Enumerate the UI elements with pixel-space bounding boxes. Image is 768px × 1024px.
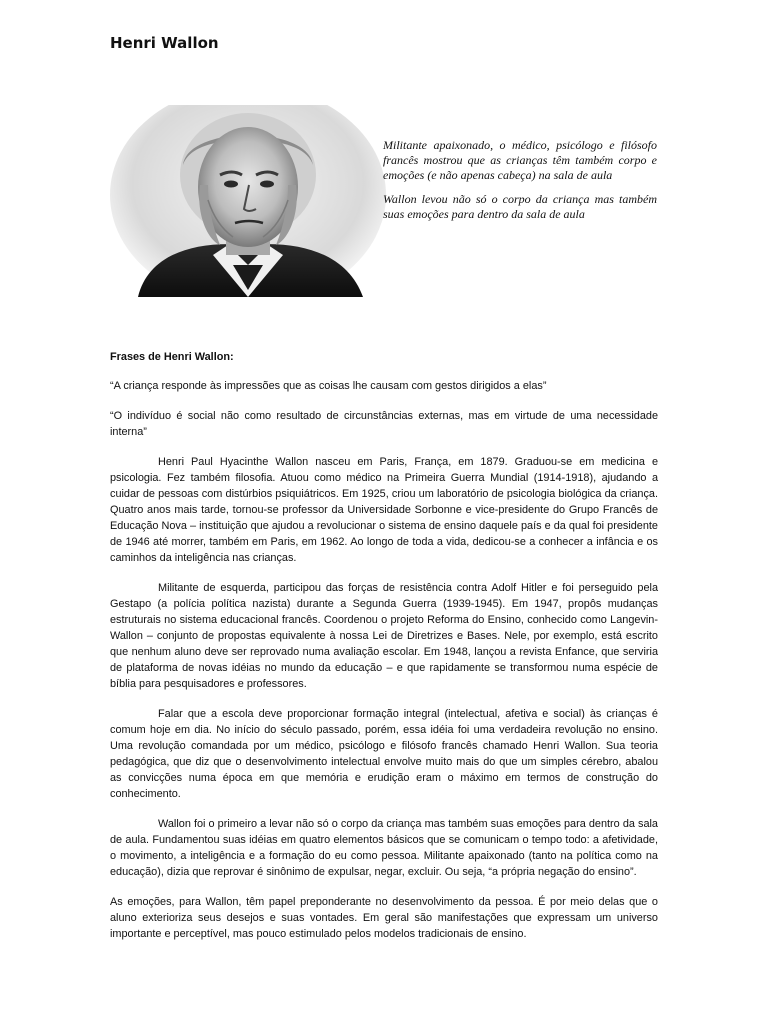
- body-paragraph: Falar que a escola deve proporcionar formação integral (intelectual, afetiva e social) às crianças é comum hoje em dia. No início do século passado, porém, essa idéia foi uma verdadeira revolução no ensino. Uma revolução comandada por um médico, psicólogo e filósofo francês chamado Henri Wallon. Sua teoria pedagógica, que diz que o desenvolvimento intelectual envolve muito mais do que um simples cérebro, abalou as convicções numa época em que memória e erudição eram o máximo em termos de construção do conhecimento.: [110, 708, 658, 800]
- body-paragraph: Militante de esquerda, participou das forças de resistência contra Adolf Hitler e foi perseguido pela Gestapo (a polícia política nazista) durante a Segunda Guerra (1939-1945). Em 1947, propôs mudanças estruturais no sistema educacional francês. Coordenou o projeto Reforma do Ensino, conhecido como Langevin-Wallon – conjunto de propostas equivalente à nossa Lei de Diretrizes e Bases. Nele, por exemplo, está escrito que nenhum aluno deve ser reprovado numa avaliação escolar. Em 1948, lançou a revista Enfance, que serviria de plataforma de novas idéias no mundo da educação – e que rapidamente se transformou numa espécie de bíblia para pesquisadores e professores.: [110, 582, 658, 690]
- body-paragraph: Wallon foi o primeiro a levar não só o corpo da criança mas também suas emoções para dentro da sala de aula. Fundamentou suas idéias em quatro elementos básicos que se comunicam o tempo todo: a afetividade, o movimento, a inteligência e a formação do eu como pessoa. Militante apaixonado (tanto na política como na educação), dizia que reprovar é sinônimo de expulsar, negar, excluir. Ou seja, “a própria negação do ensino”.: [110, 818, 658, 878]
- intro-paragraph-2: Wallon levou não só o corpo da criança mas também suas emoções para dentro da sala de aula: [383, 192, 657, 221]
- portrait-engraving: [108, 105, 386, 297]
- quote-item: “O indivíduo é social não como resultado de circunstâncias externas, mas em virtude de uma necessidade interna”: [110, 410, 658, 438]
- portrait-image: [108, 105, 386, 297]
- intro-paragraph-1: Militante apaixonado, o médico, psicólogo e filósofo francês mostrou que as crianças têm também corpo e emoções (e não apenas cabeça) na sala de aula: [383, 138, 657, 182]
- body-paragraph: Henri Paul Hyacinthe Wallon nasceu em Paris, França, em 1879. Graduou-se em medicina e psicologia. Fez também filosofia. Atuou como médico na Primeira Guerra Mundial (1914-1918), ajudando a cuidar de pessoas com distúrbios psiquiátricos. Em 1925, criou um laboratório de psicologia biológica da criança. Quatro anos mais tarde, tornou-se professor da Universidade Sorbonne e vice-presidente do Grupo Francês de Educação Nova – instituição que ajudou a revolucionar o sistema de ensino daquele país e da qual foi presidente de 1946 até morrer, também em Paris, em 1962. Ao longo de toda a vida, dedicou-se a conhecer a infância e os caminhos da inteligência nas crianças.: [110, 456, 658, 564]
- body-final-paragraph: As emoções, para Wallon, têm papel preponderante no desenvolvimento da pessoa. É por meio delas que o aluno exterioriza seus desejos e suas vontades. Em geral são manifestações que expressam um universo importante e perceptível, mas pouco estimulado pelos modelos tradicionais de ensino.: [110, 896, 658, 940]
- main-content: [110, 349, 658, 956]
- quotes-heading: Frases de Henri Wallon:: [110, 351, 234, 363]
- intro-quote-box: [383, 138, 657, 231]
- quote-item: “A criança responde às impressões que as coisas lhe causam com gestos dirigidos a elas”: [110, 380, 547, 392]
- page-title: Henri Wallon: [110, 34, 219, 52]
